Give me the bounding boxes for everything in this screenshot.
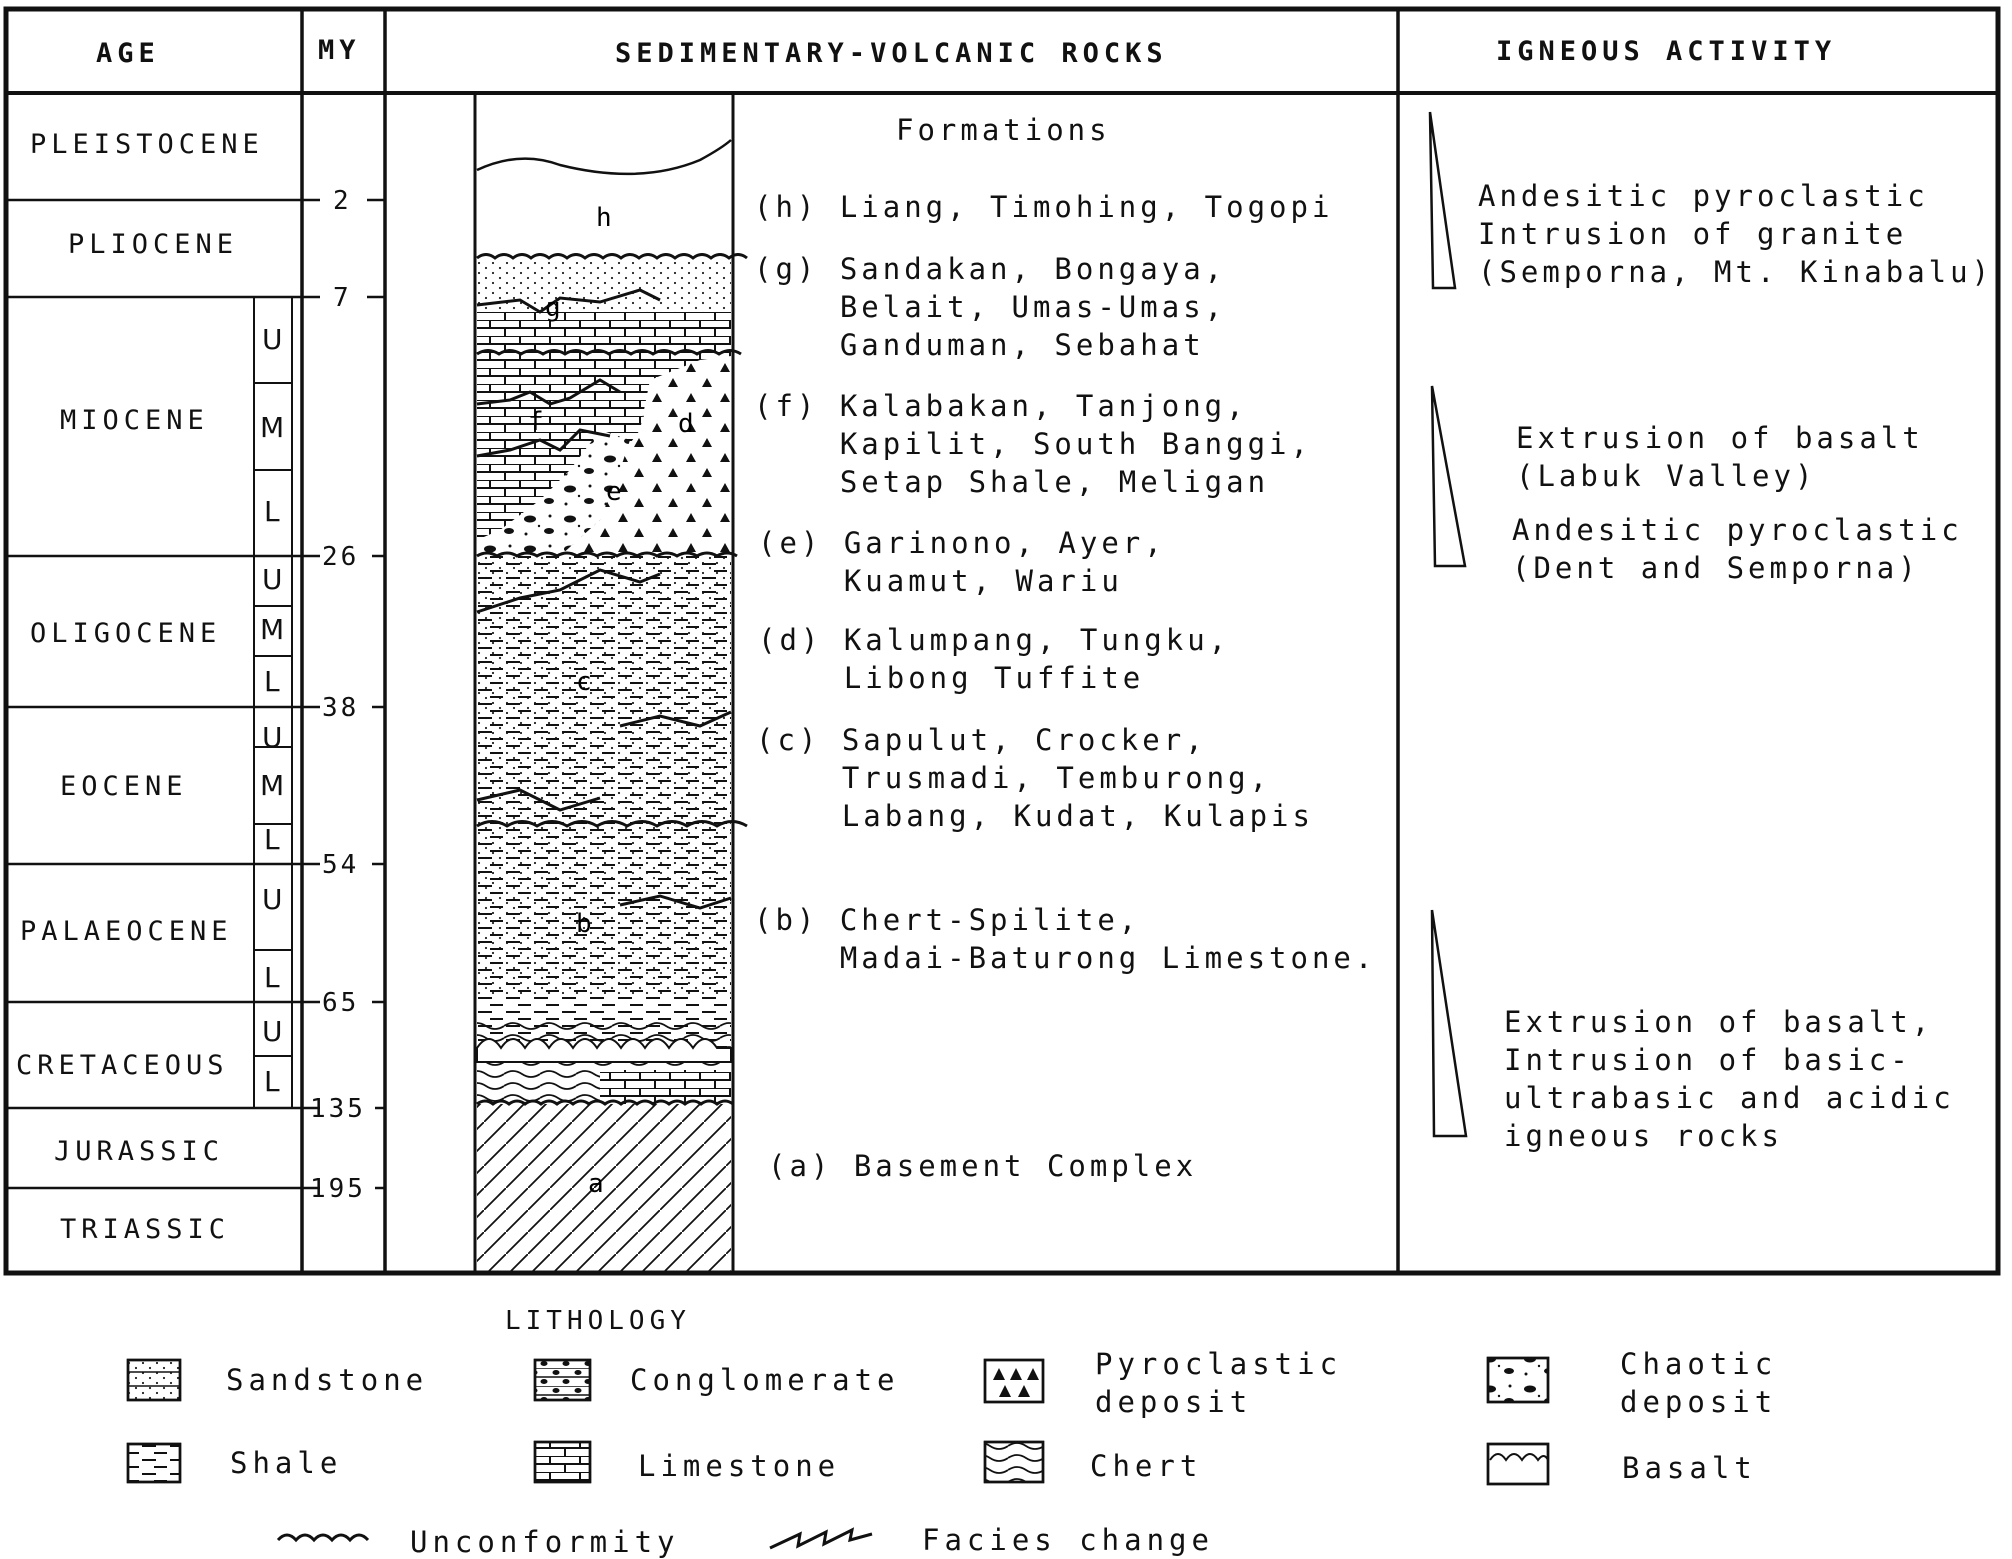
- epoch-name: MIOCENE: [60, 405, 209, 436]
- epoch-name: JURASSIC: [54, 1136, 225, 1167]
- chaotic-icon: [1488, 1358, 1548, 1402]
- legend-label: Conglomerate: [630, 1363, 900, 1397]
- formation-line: (f) Kalabakan, Tanjong,: [754, 389, 1248, 423]
- facies-change-icon: [770, 1530, 872, 1548]
- sedimentary-header: SEDIMENTARY-VOLCANIC ROCKS: [615, 38, 1168, 69]
- legend-label: Pyroclastic: [1095, 1347, 1343, 1381]
- legend-label: Limestone: [638, 1449, 841, 1483]
- my-tick-label: 7: [333, 283, 352, 313]
- subdivision: L: [264, 665, 280, 698]
- subdivision: U: [262, 323, 283, 356]
- subdivision: U: [262, 1015, 283, 1048]
- column-letter: c: [576, 667, 592, 697]
- formation-line: Kapilit, South Banggi,: [754, 427, 1312, 461]
- legend-label: Facies change: [922, 1523, 1214, 1557]
- subdivision: L: [264, 961, 280, 994]
- igneous-line: Extrusion of basalt: [1516, 421, 1924, 455]
- formation-line: Madai-Baturong Limestone.: [754, 941, 1377, 975]
- epoch-name: PLIOCENE: [68, 229, 239, 260]
- legend-label: Chaotic: [1620, 1347, 1778, 1381]
- subdivision: L: [264, 1065, 280, 1098]
- igneous-line: Extrusion of basalt,: [1504, 1005, 1934, 1039]
- shale-icon: [128, 1444, 180, 1482]
- formation-line: Belait, Umas-Umas,: [754, 290, 1227, 324]
- epoch-name: PALAEOCENE: [20, 916, 233, 947]
- formation-line: Setap Shale, Meligan: [754, 465, 1270, 499]
- formation-line: Kuamut, Wariu: [758, 564, 1123, 598]
- my-tick-label: 195: [310, 1174, 366, 1204]
- subdivision: U: [262, 883, 283, 916]
- limestone-icon: [535, 1442, 590, 1482]
- formation-line: (h) Liang, Timohing, Togopi: [754, 190, 1334, 224]
- my-tick-label: 54: [322, 850, 360, 880]
- unconformity-icon: [278, 1535, 368, 1540]
- formation-line: Labang, Kudat, Kulapis: [756, 799, 1314, 833]
- igneous-line: Andesitic pyroclastic: [1512, 513, 1963, 547]
- legend-label: Basalt: [1622, 1451, 1757, 1485]
- formation-line: Trusmadi, Temburong,: [756, 761, 1272, 795]
- epoch-name: TRIASSIC: [60, 1214, 231, 1245]
- lithology-column: [477, 95, 747, 1273]
- basalt-icon: [1488, 1444, 1548, 1484]
- igneous-wedge: [1432, 386, 1465, 566]
- legend-label: Unconformity: [410, 1525, 680, 1559]
- column-letter: f: [528, 407, 544, 437]
- igneous-line: (Labuk Valley): [1516, 459, 1817, 493]
- column-letter: g: [545, 293, 561, 323]
- legend-label: deposit: [1095, 1385, 1253, 1419]
- my-tick-label: 38: [322, 693, 360, 723]
- formation-line: (a) Basement Complex: [768, 1149, 1198, 1183]
- my-tick-label: 135: [310, 1094, 366, 1124]
- formation-line: (g) Sandakan, Bongaya,: [754, 252, 1227, 286]
- formation-line: (d) Kalumpang, Tungku,: [758, 623, 1231, 657]
- legend-label: Shale: [230, 1446, 343, 1480]
- igneous-line: (Semporna, Mt. Kinabalu): [1478, 255, 1994, 289]
- column-letter: a: [588, 1169, 604, 1199]
- formation-line: (b) Chert-Spilite,: [754, 903, 1141, 937]
- age-header: AGE: [96, 38, 160, 69]
- epoch-name: EOCENE: [60, 771, 188, 802]
- my-tick-label: 26: [322, 542, 360, 572]
- column-letter: e: [606, 477, 622, 507]
- column-letter: h: [596, 203, 612, 233]
- formation-line: Ganduman, Sebahat: [754, 328, 1205, 362]
- subdivision: L: [264, 823, 280, 856]
- epoch-name: PLEISTOCENE: [30, 129, 264, 160]
- formation-line: (e) Garinono, Ayer,: [758, 526, 1166, 560]
- subdivision: L: [264, 495, 280, 528]
- my-header: MY: [318, 35, 361, 66]
- igneous-line: Intrusion of basic-: [1504, 1043, 1912, 1077]
- subdivision: U: [262, 563, 283, 596]
- epoch-name: CRETACEOUS: [16, 1050, 229, 1081]
- formation-line: (c) Sapulut, Crocker,: [756, 723, 1207, 757]
- column-letter: b: [576, 909, 592, 939]
- my-tick-label: 65: [322, 988, 360, 1018]
- legend-label: Sandstone: [226, 1363, 429, 1397]
- legend-label: deposit: [1620, 1385, 1778, 1419]
- sandstone-icon: [128, 1360, 180, 1400]
- conglomerate-icon: [535, 1360, 590, 1400]
- igneous-line: (Dent and Semporna): [1512, 551, 1920, 585]
- pyroclastic-icon: [985, 1360, 1043, 1402]
- formations-title: Formations: [896, 113, 1111, 147]
- igneous-wedge: [1430, 112, 1455, 288]
- legend-title: LITHOLOGY: [505, 1306, 691, 1336]
- epoch-name: OLIGOCENE: [30, 618, 222, 649]
- column-letter: d: [678, 409, 694, 439]
- subdivision: M: [260, 769, 285, 802]
- igneous-line: ultrabasic and acidic: [1504, 1081, 1955, 1115]
- my-tick-label: 2: [333, 186, 352, 216]
- legend-label: Chert: [1090, 1449, 1203, 1483]
- igneous-wedge: [1432, 910, 1466, 1136]
- igneous-line: igneous rocks: [1504, 1119, 1783, 1153]
- igneous-line: Andesitic pyroclastic: [1478, 179, 1929, 213]
- igneous-header: IGNEOUS ACTIVITY: [1496, 36, 1837, 67]
- subdivision: M: [260, 613, 285, 646]
- igneous-line: Intrusion of granite: [1478, 217, 1908, 251]
- subdivision: U: [262, 721, 283, 754]
- subdivision: M: [260, 411, 285, 444]
- chert-icon: [985, 1442, 1043, 1482]
- formation-line: Libong Tuffite: [758, 661, 1145, 695]
